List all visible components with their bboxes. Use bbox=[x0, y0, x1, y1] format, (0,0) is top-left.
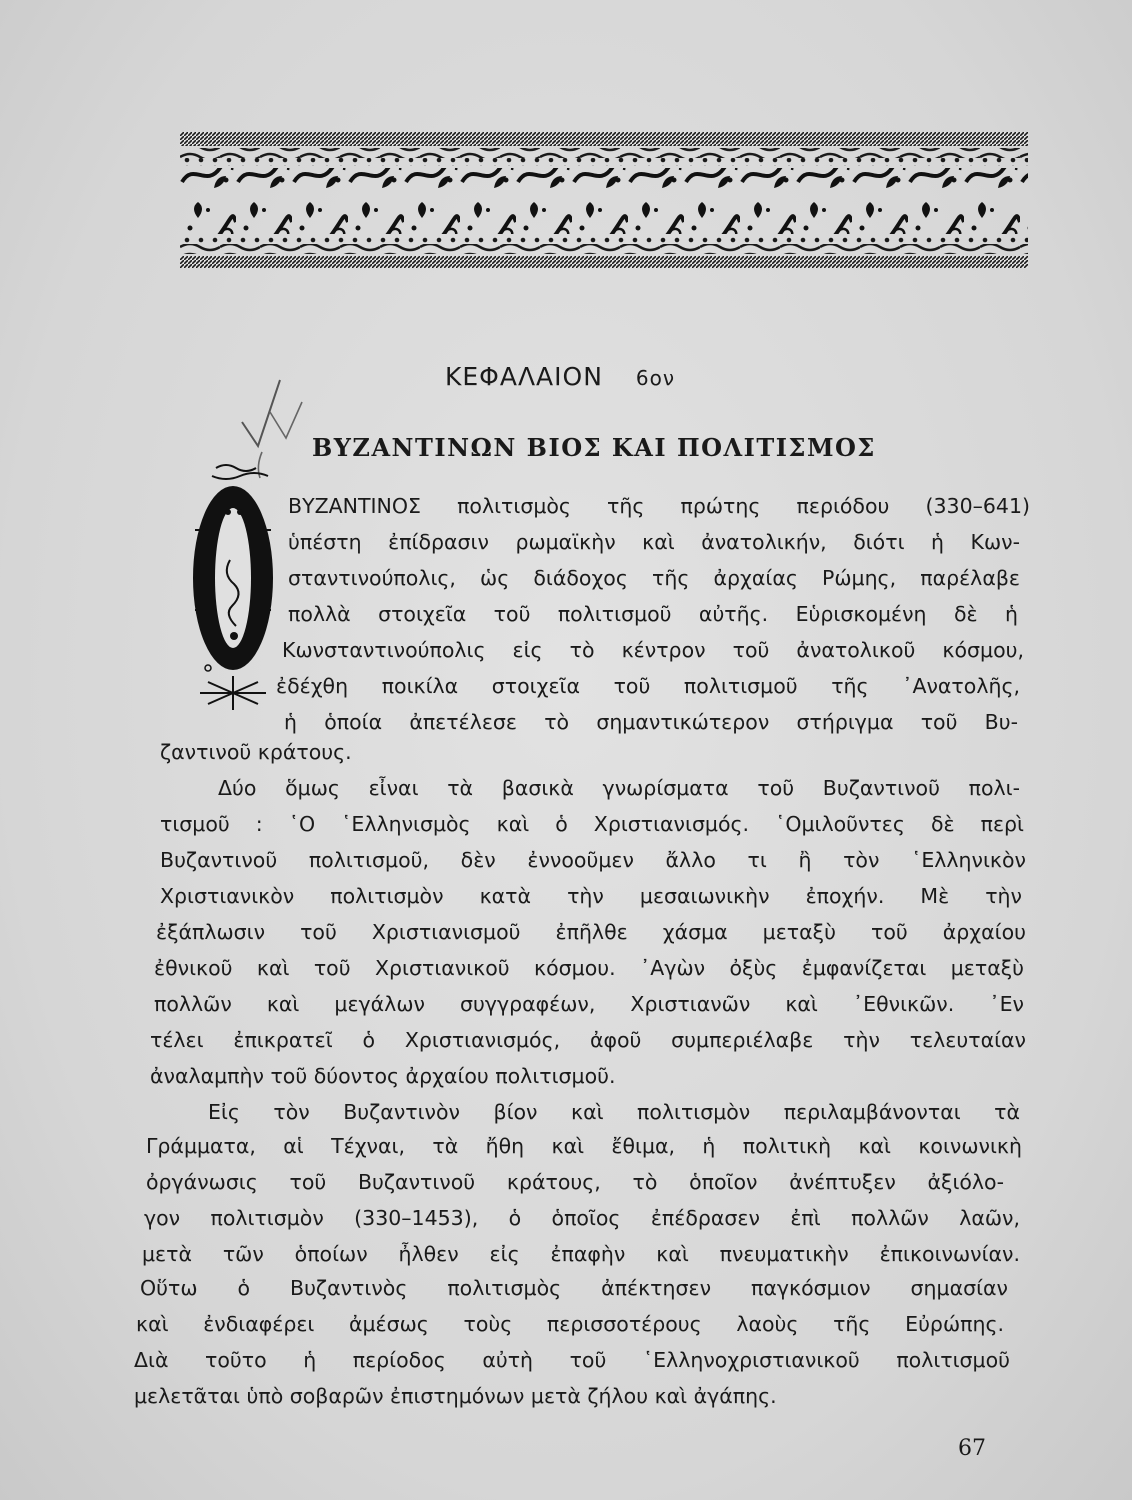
text-line: ἡ ὁποία ἀπετέλεσε τὸ σημαντικώτερον στήριγμα τοῦ Βυ- bbox=[284, 710, 1018, 734]
text-line: ζαντινοῦ κράτους. bbox=[160, 740, 352, 764]
text-line: μελετᾶται ὑπὸ σοβαρῶν ἐπιστημόνων μετὰ ζήλου καὶ ἀγάπης. bbox=[134, 1384, 777, 1408]
page-number: 67 bbox=[958, 1436, 986, 1461]
text-line: ἐθνικοῦ καὶ τοῦ Χριστιανικοῦ κόσμου. ᾿Αγὼν ὀξὺς ἐμφανίζεται μεταξὺ bbox=[154, 956, 1024, 980]
text-line: Εἰς τὸν Βυζαντινὸν βίον καὶ πολιτισμὸν περιλαμβάνονται τὰ bbox=[208, 1100, 1020, 1124]
text-line: ΒΥΖΑΝΤΙΝΟΣ πολιτισμὸς τῆς πρώτης περιόδου (330–641) bbox=[288, 494, 1030, 518]
text-line: καὶ ἐνδιαφέρει ἀμέσως τοὺς περισσοτέρους λαοὺς τῆς Εὐρώπης. bbox=[136, 1312, 1004, 1336]
decorated-initial-letter-o bbox=[188, 460, 278, 720]
chapter-label: ΚΕΦΑΛΑΙΟΝ bbox=[444, 362, 603, 391]
chapter-heading bbox=[300, 362, 820, 391]
text-line: σταντινούπολις, ὡς διάδοχος τῆς ἀρχαίας Ρώμης, παρέλαβε bbox=[288, 566, 1020, 590]
text-line: Χριστιανικὸν πολιτισμὸν κατὰ τὴν μεσαιωνικὴν ἐποχήν. Μὲ τὴν bbox=[160, 884, 1022, 908]
chapter-title: ΒΥΖΑΝΤΙΝΩΝ ΒΙΟΣ ΚΑΙ ΠΟΛΙΤΙΣΜΟΣ bbox=[312, 433, 876, 462]
text-line: γον πολιτισμὸν (330–1453), ὁ ὁποῖος ἐπέδρασεν ἐπὶ πολλῶν λαῶν, bbox=[144, 1206, 1020, 1230]
text-line: Κωνσταντινούπολις εἰς τὸ κέντρον τοῦ ἀνατολικοῦ κόσμου, bbox=[282, 638, 1024, 662]
ornamental-header-band bbox=[180, 132, 1028, 268]
text-line: Διὰ τοῦτο ἡ περίοδος αὐτὴ τοῦ ῾Ελληνοχριστιανικοῦ πολιτισμοῦ bbox=[134, 1348, 1010, 1372]
text-line: τέλει ἐπικρατεῖ ὁ Χριστιανισμός, ἀφοῦ συμπεριέλαβε τὴν τελευταίαν bbox=[150, 1028, 1026, 1052]
text-line: ἐξάπλωσιν τοῦ Χριστιανισμοῦ ἐπῆλθε χάσμα μεταξὺ τοῦ ἀρχαίου bbox=[156, 920, 1026, 944]
text-line: ἐδέχθη ποικίλα στοιχεῖα τοῦ πολιτισμοῦ τῆς ᾿Ανατολῆς, bbox=[276, 674, 1020, 698]
text-line: Δύο ὅμως εἶναι τὰ βασικὰ γνωρίσματα τοῦ Βυζαντινοῦ πολι- bbox=[218, 776, 1020, 800]
chapter-number: 6ον bbox=[635, 366, 676, 390]
text-line: πολλὰ στοιχεῖα τοῦ πολιτισμοῦ αὐτῆς. Εὑρισκομένη δὲ ἡ bbox=[288, 602, 1018, 626]
text-line: Βυζαντινοῦ πολιτισμοῦ, δὲν ἐννοοῦμεν ἄλλο τι ἢ τὸν ῾Ελληνικὸν bbox=[160, 848, 1026, 872]
text-line: τισμοῦ : ῾Ο ῾Ελληνισμὸς καὶ ὁ Χριστιανισμός. ῾Ομιλοῦντες δὲ περὶ bbox=[160, 812, 1024, 836]
text-line: Οὕτω ὁ Βυζαντινὸς πολιτισμὸς ἀπέκτησεν παγκόσμιον σημασίαν bbox=[140, 1276, 1008, 1300]
text-line: ὀργάνωσις τοῦ Βυζαντινοῦ κράτους, τὸ ὁποῖον ἀνέπτυξεν ἀξιόλο- bbox=[146, 1170, 1004, 1194]
text-line: μετὰ τῶν ὁποίων ἦλθεν εἰς ἐπαφὴν καὶ πνευματικὴν ἐπικοινωνίαν. bbox=[142, 1242, 1020, 1266]
text-line: πολλῶν καὶ μεγάλων συγγραφέων, Χριστιανῶν καὶ ᾿Εθνικῶν. ᾿Εν bbox=[154, 992, 1024, 1016]
text-line: ἀναλαμπὴν τοῦ δύοντος ἀρχαίου πολιτισμοῦ. bbox=[150, 1064, 616, 1088]
text-line: ὑπέστη ἐπίδρασιν ρωμαϊκὴν καὶ ἀνατολικήν, διότι ἡ Κων- bbox=[288, 530, 1020, 554]
text-line: Γράμματα, αἱ Τέχναι, τὰ ἤθη καὶ ἔθιμα, ἡ πολιτικὴ καὶ κοινωνικὴ bbox=[146, 1134, 1022, 1158]
